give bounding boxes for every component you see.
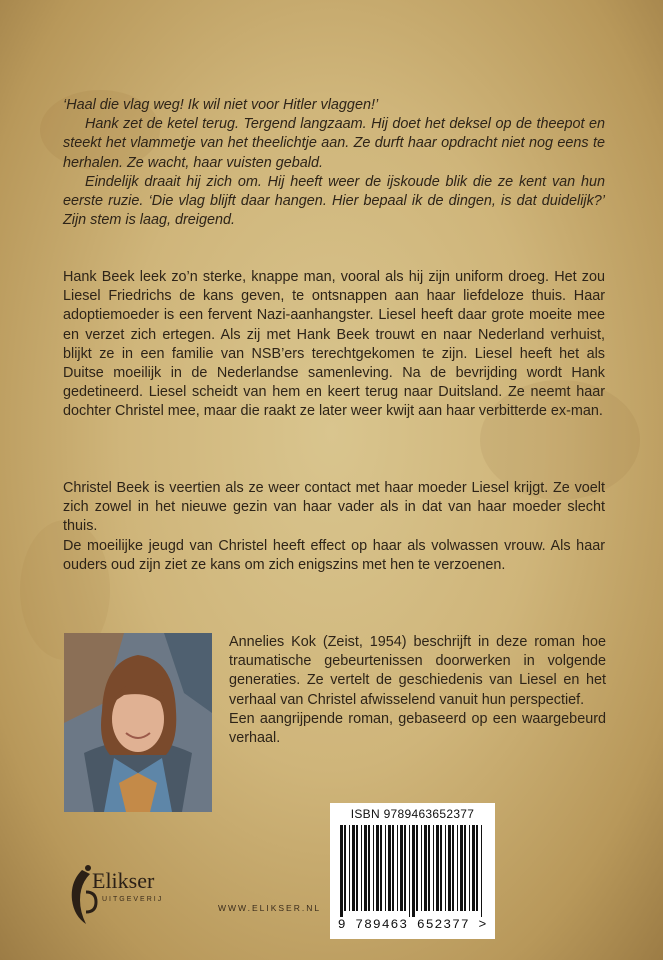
summary-paragraph: Christel Beek is veertien als ze weer contact met haar moeder Liesel krijgt. Ze voelt zich zowel in het nieuwe gezin van haar vader als in dat van haar moeder slecht thuis. [63, 480, 605, 535]
barcode [330, 803, 495, 939]
summary-continued [63, 479, 605, 575]
excerpt-line: ‘Haal die vlag weg! Ik wil niet voor Hitler vlaggen!’ [63, 97, 379, 113]
publisher-logo [62, 862, 212, 932]
summary [63, 268, 605, 422]
publisher-url: WWW.ELIKSER.NL [218, 903, 322, 913]
author-bio [229, 633, 606, 748]
publisher-subtitle: UITGEVERIJ [102, 896, 164, 903]
excerpt-paragraph: Eindelijk draait hij zich om. Hij heeft weer de ijskoude blik die ze kent van hun eerste ruzie. ‘Die vlag blijft daar hangen. Hier bepaal ik de dingen, is dat duidelijk?’ Zijn stem is laag, dreigend. [63, 173, 605, 229]
excerpt-paragraph: Hank zet de ketel terug. Tergend langzaam. Hij doet het deksel op de theepot en steekt het vlammetje van het theelichtje aan. Ze durft haar opdracht niet nog eens te herhalen. Ze wacht, haar vuisten gebald. [63, 116, 605, 171]
author-bio-paragraph: Een aangrijpende roman, gebaseerd op een waargebeurd verhaal. [229, 710, 606, 747]
summary-paragraph: Hank Beek leek zo’n sterke, knappe man, vooral als hij zijn uniform droeg. Het zou Liesel Friedrichs de kans geven, te ontsnappen aan haar liefdeloze thuis. Haar adoptiemoeder is een fervent Nazi-aanhangster. Liesel heeft daar grote moeite mee en verzet zich ertegen. Als zij met Hank Beek trouwt en naar Nederland verhuist, blijkt ze in een familie van NSB’ers terechtgekomen te zijn. Liesel heeft het als Duitse moeilijk in de Nederlandse samenleving. Na de bevrijding wordt Hank gedetineerd. Liesel scheidt van hem en keert terug naar Duitsland. Ze neemt haar dochter Christel mee, maar die raakt ze later weer kwijt aan haar verbitterde ex-man. [63, 269, 605, 420]
barcode-number: 9 789463 652377 > [337, 917, 488, 932]
author-photo [64, 633, 212, 812]
barcode-bars [336, 825, 489, 917]
author-bio-paragraph: Annelies Kok (Zeist, 1954) beschrijft in deze roman hoe traumatische gebeurtenissen doorwerken in volgende generaties. Ze vertelt de geschiedenis van Liesel en het verhaal van Christel afwisselend vanuit hun perspectief. [229, 634, 606, 708]
summary-paragraph: De moeilijke jeugd van Christel heeft effect op haar als volwassen vrouw. Als haar ouders oud zijn ziet ze kans om zich enigszins met hen te verzoenen. [63, 537, 605, 573]
excerpt [63, 96, 605, 230]
publisher-name: Elikser [92, 868, 155, 893]
isbn-label: ISBN 9789463652377 [350, 807, 475, 821]
